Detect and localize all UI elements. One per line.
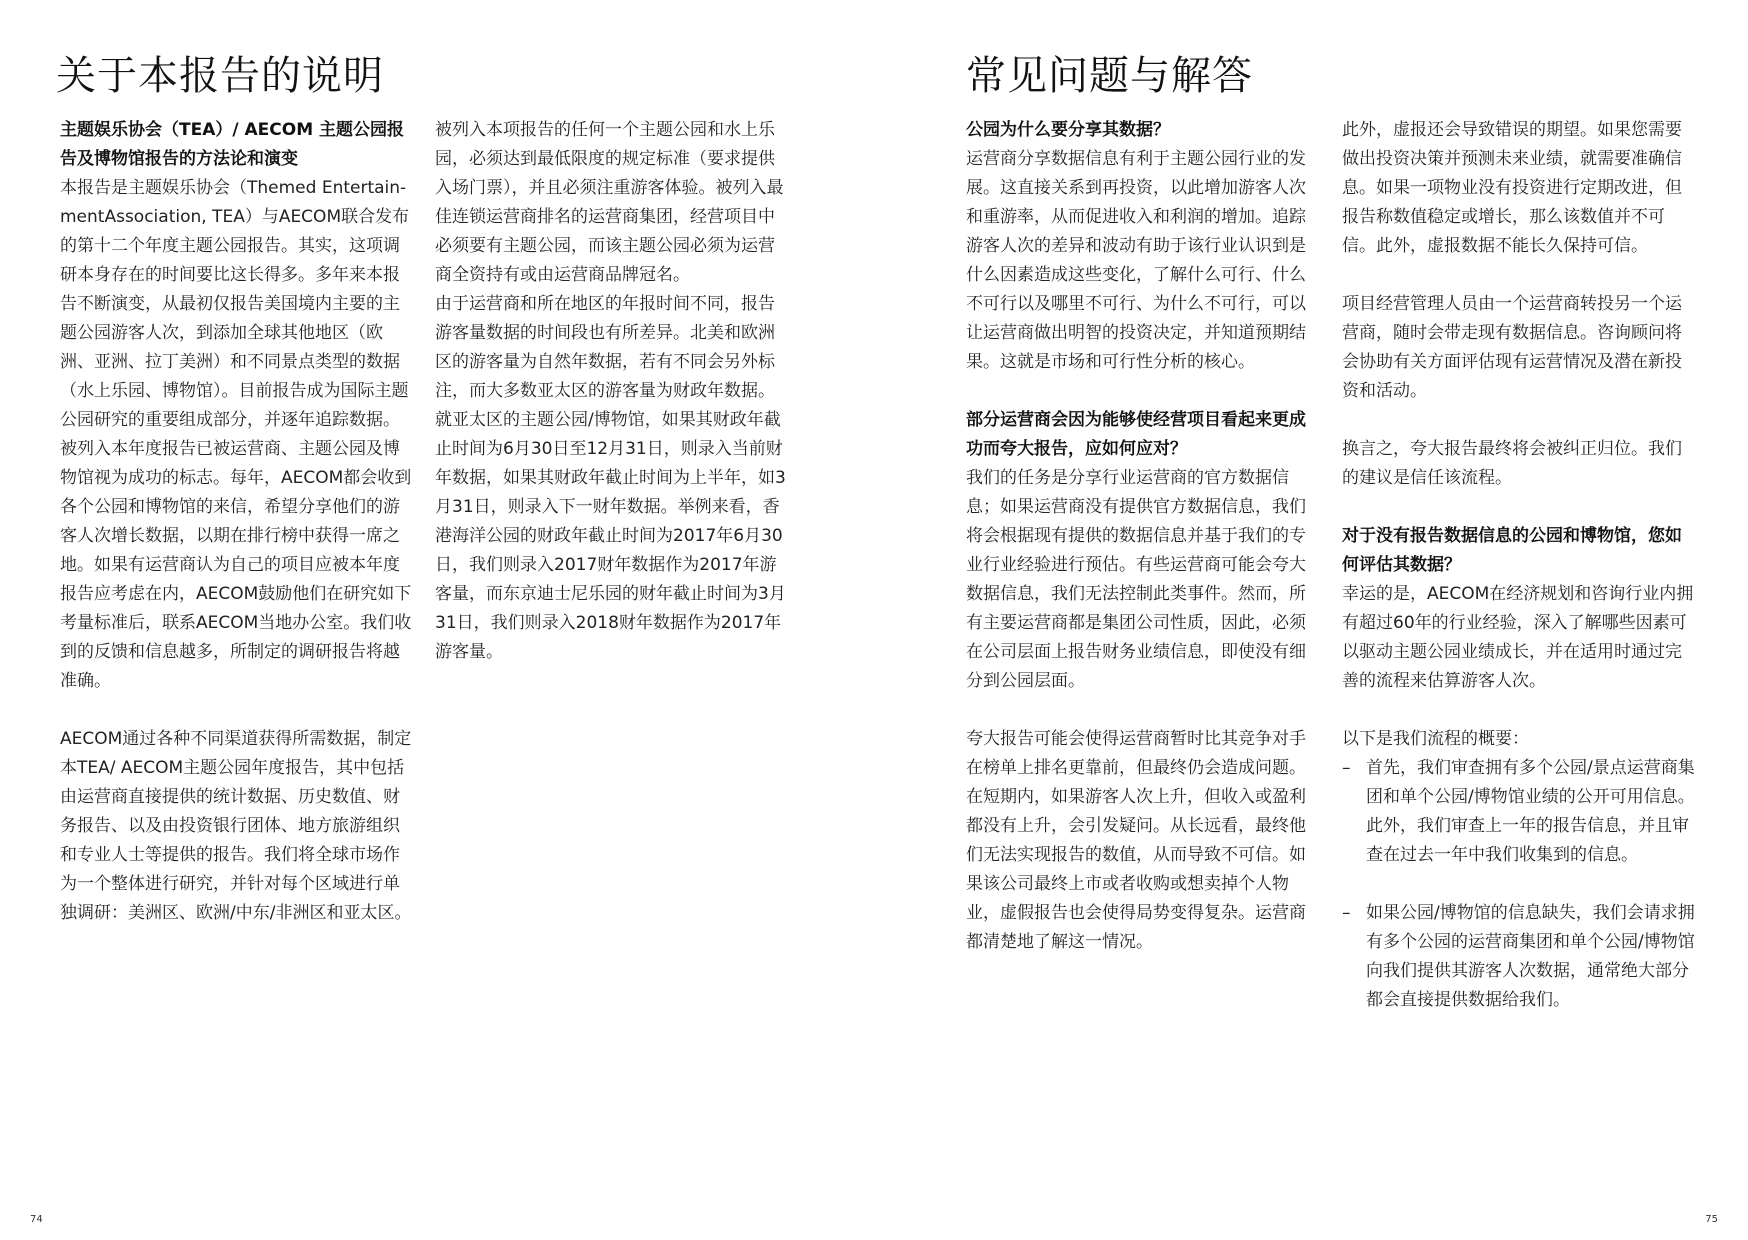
list-item: [1342, 754, 1698, 870]
paragraph: 本报告是主题娱乐协会（Themed Entertain-mentAssociation, TEA）与AECOM联合发布的第十二个年度主题公园报告。其实，这项调研本身存在的时间要比这长得多。多年来本报告不断演变，从最初仅报告美国境内主要的主题公园游客人次，到添加全球其他地区（欧洲、亚洲、拉丁美洲）和不同景点类型的数据（水上乐园、博物馆）。目前报告成为国际主题公园研究的重要组成部分，并逐年追踪数据。: [60, 178, 410, 430]
paragraph: 我们的任务是分享行业运营商的官方数据信息；如果运营商没有提供官方数据信息，我们将会根据现有提供的数据信息并基于我们的专业行业经验进行预估。有些运营商可能会夸大数据信息，我们无法控制此类事件。然而，所有主要运营商都是集团公司性质，因此，必须在公司层面上报告财务业绩信息，即使没有细分到公园层面。: [966, 468, 1306, 691]
paragraph: 被列入本项报告的任何一个主题公园和水上乐园，必须达到最低限度的规定标准（要求提供入场门票），并且必须注重游客体验。被列入最佳连锁运营商排名的运营商集团，经营项目中必须要有主题公园，而该主题公园必须为运营商全资持有或由运营商品牌冠名。: [435, 120, 784, 285]
paragraph: 幸运的是，AECOM在经济规划和咨询行业内拥有超过60年的行业经验，深入了解哪些因素可以驱动主题公园业绩成长，并在适用时通过完善的流程来估算游客人次。: [1342, 584, 1694, 691]
paragraph: 由于运营商和所在地区的年报时间不同，报告游客量数据的时间段也有所差异。北美和欧洲区的游客量为自然年数据，若有不同会另外标注，而大多数亚太区的游客量为财政年数据。就亚太区的主题公园/博物馆，如果其财政年截止时间为6月30日至12月31日，则录入当前财年数据，如果其财政年截止时间为上半年，如3月31日，则录入下一财年数据。举例来看，香港海洋公园的财政年截止时间为2017年6月30日，我们则录入2017财年数据作为2017年游客量，而东京迪士尼乐园的财年截止时间为3月31日，我们则录入2018财年数据作为2017年游客量。: [435, 294, 786, 662]
list-item-text: 首先，我们审查拥有多个公园/景点运营商集团和单个公园/博物馆业绩的公开可用信息。此外，我们审查上一年的报告信息，并且审查在过去一年中我们收集到的信息。: [1366, 758, 1695, 865]
left-column-1: [60, 116, 416, 957]
question-heading: 对于没有报告数据信息的公园和博物馆，您如何评估其数据？: [1342, 526, 1682, 575]
page-title: 关于本报告的说明: [56, 53, 384, 99]
right-column-1: [966, 116, 1322, 986]
question-heading: 部分运营商会因为能够使经营项目看起来更成功而夸大报告，应如何应对？: [966, 410, 1306, 459]
section-heading: 主题娱乐协会（TEA）/ AECOM 主题公园报告及博物馆报告的方法论和演变: [60, 120, 405, 169]
paragraph: 换言之，夸大报告最终将会被纠正归位。我们的建议是信任该流程。: [1342, 439, 1682, 488]
list-item: [1342, 899, 1698, 1015]
page-title: 常见问题与解答: [966, 53, 1253, 99]
right-page: [874, 0, 1748, 1240]
right-column-2: [1342, 116, 1698, 1044]
paragraph: 项目经营管理人员由一个运营商转投另一个运营商，随时会带走现有数据信息。咨询顾问将会协助有关方面评估现有运营情况及潜在新投资和活动。: [1342, 294, 1682, 401]
list-item-text: 如果公园/博物馆的信息缺失，我们会请求拥有多个公园的运营商集团和单个公园/博物馆向我们提供其游客人次数据，通常绝大部分都会直接提供数据给我们。: [1366, 903, 1695, 1010]
process-intro: 以下是我们流程的概要：: [1342, 729, 1529, 749]
paragraph: 夸大报告可能会使得运营商暂时比其竞争对手在榜单上排名更靠前，但最终仍会造成问题。在短期内，如果游客人次上升，但收入或盈利都没有上升，会引发疑问。从长远看，最终他们无法实现报告的数值，从而导致不可信。如果该公司最终上市或者收购或想卖掉个人物业，虚假报告也会使得局势变得复杂。运营商都清楚地了解这一情况。: [966, 729, 1306, 952]
paragraph: AECOM通过各种不同渠道获得所需数据，制定本TEA/ AECOM主题公园年度报告，其中包括由运营商直接提供的统计数据、历史数值、财务报告、以及由投资银行团体、地方旅游组织和专业人士等提供的报告。我们将全球市场作为一个整体进行研究，并针对每个区域进行单独调研：美洲区、欧洲/中东/非洲区和亚太区。: [60, 729, 412, 923]
paragraph: 运营商分享数据信息有利于主题公园行业的发展。这直接关系到再投资，以此增加游客人次和重游率，从而促进收入和利润的增加。追踪游客人次的差异和波动有助于该行业认识到是什么因素造成这些变化，了解什么可行、什么不可行以及哪里不可行、为什么不可行，可以让运营商做出明智的投资决定，并知道预期结果。这就是市场和可行性分析的核心。: [966, 149, 1306, 372]
page-number: 75: [1705, 1214, 1718, 1225]
process-list: [1342, 754, 1698, 1015]
dash-marker: –: [1342, 758, 1351, 778]
paragraph: 被列入本年度报告已被运营商、主题公园及博物馆视为成功的标志。每年，AECOM都会收到各个公园和博物馆的来信，希望分享他们的游客人次增长数据，以期在排行榜中获得一席之地。如果有运营商认为自己的项目应被本年度报告应考虑在内，AECOM鼓励他们在研究如下考量标准后，联系AECOM当地办公室。我们收到的反馈和信息越多，所制定的调研报告将越准确。: [60, 439, 412, 691]
left-column-2: [435, 116, 791, 696]
page-number: 74: [30, 1214, 43, 1225]
paragraph: 此外，虚报还会导致错误的期望。如果您需要做出投资决策并预测未来业绩，就需要准确信息。如果一项物业没有投资进行定期改进，但报告称数值稳定或增长，那么该数值并不可信。此外，虚报数据不能长久保持可信。: [1342, 120, 1682, 256]
dash-marker: –: [1342, 903, 1351, 923]
question-heading: 公园为什么要分享其数据？: [966, 120, 1170, 140]
